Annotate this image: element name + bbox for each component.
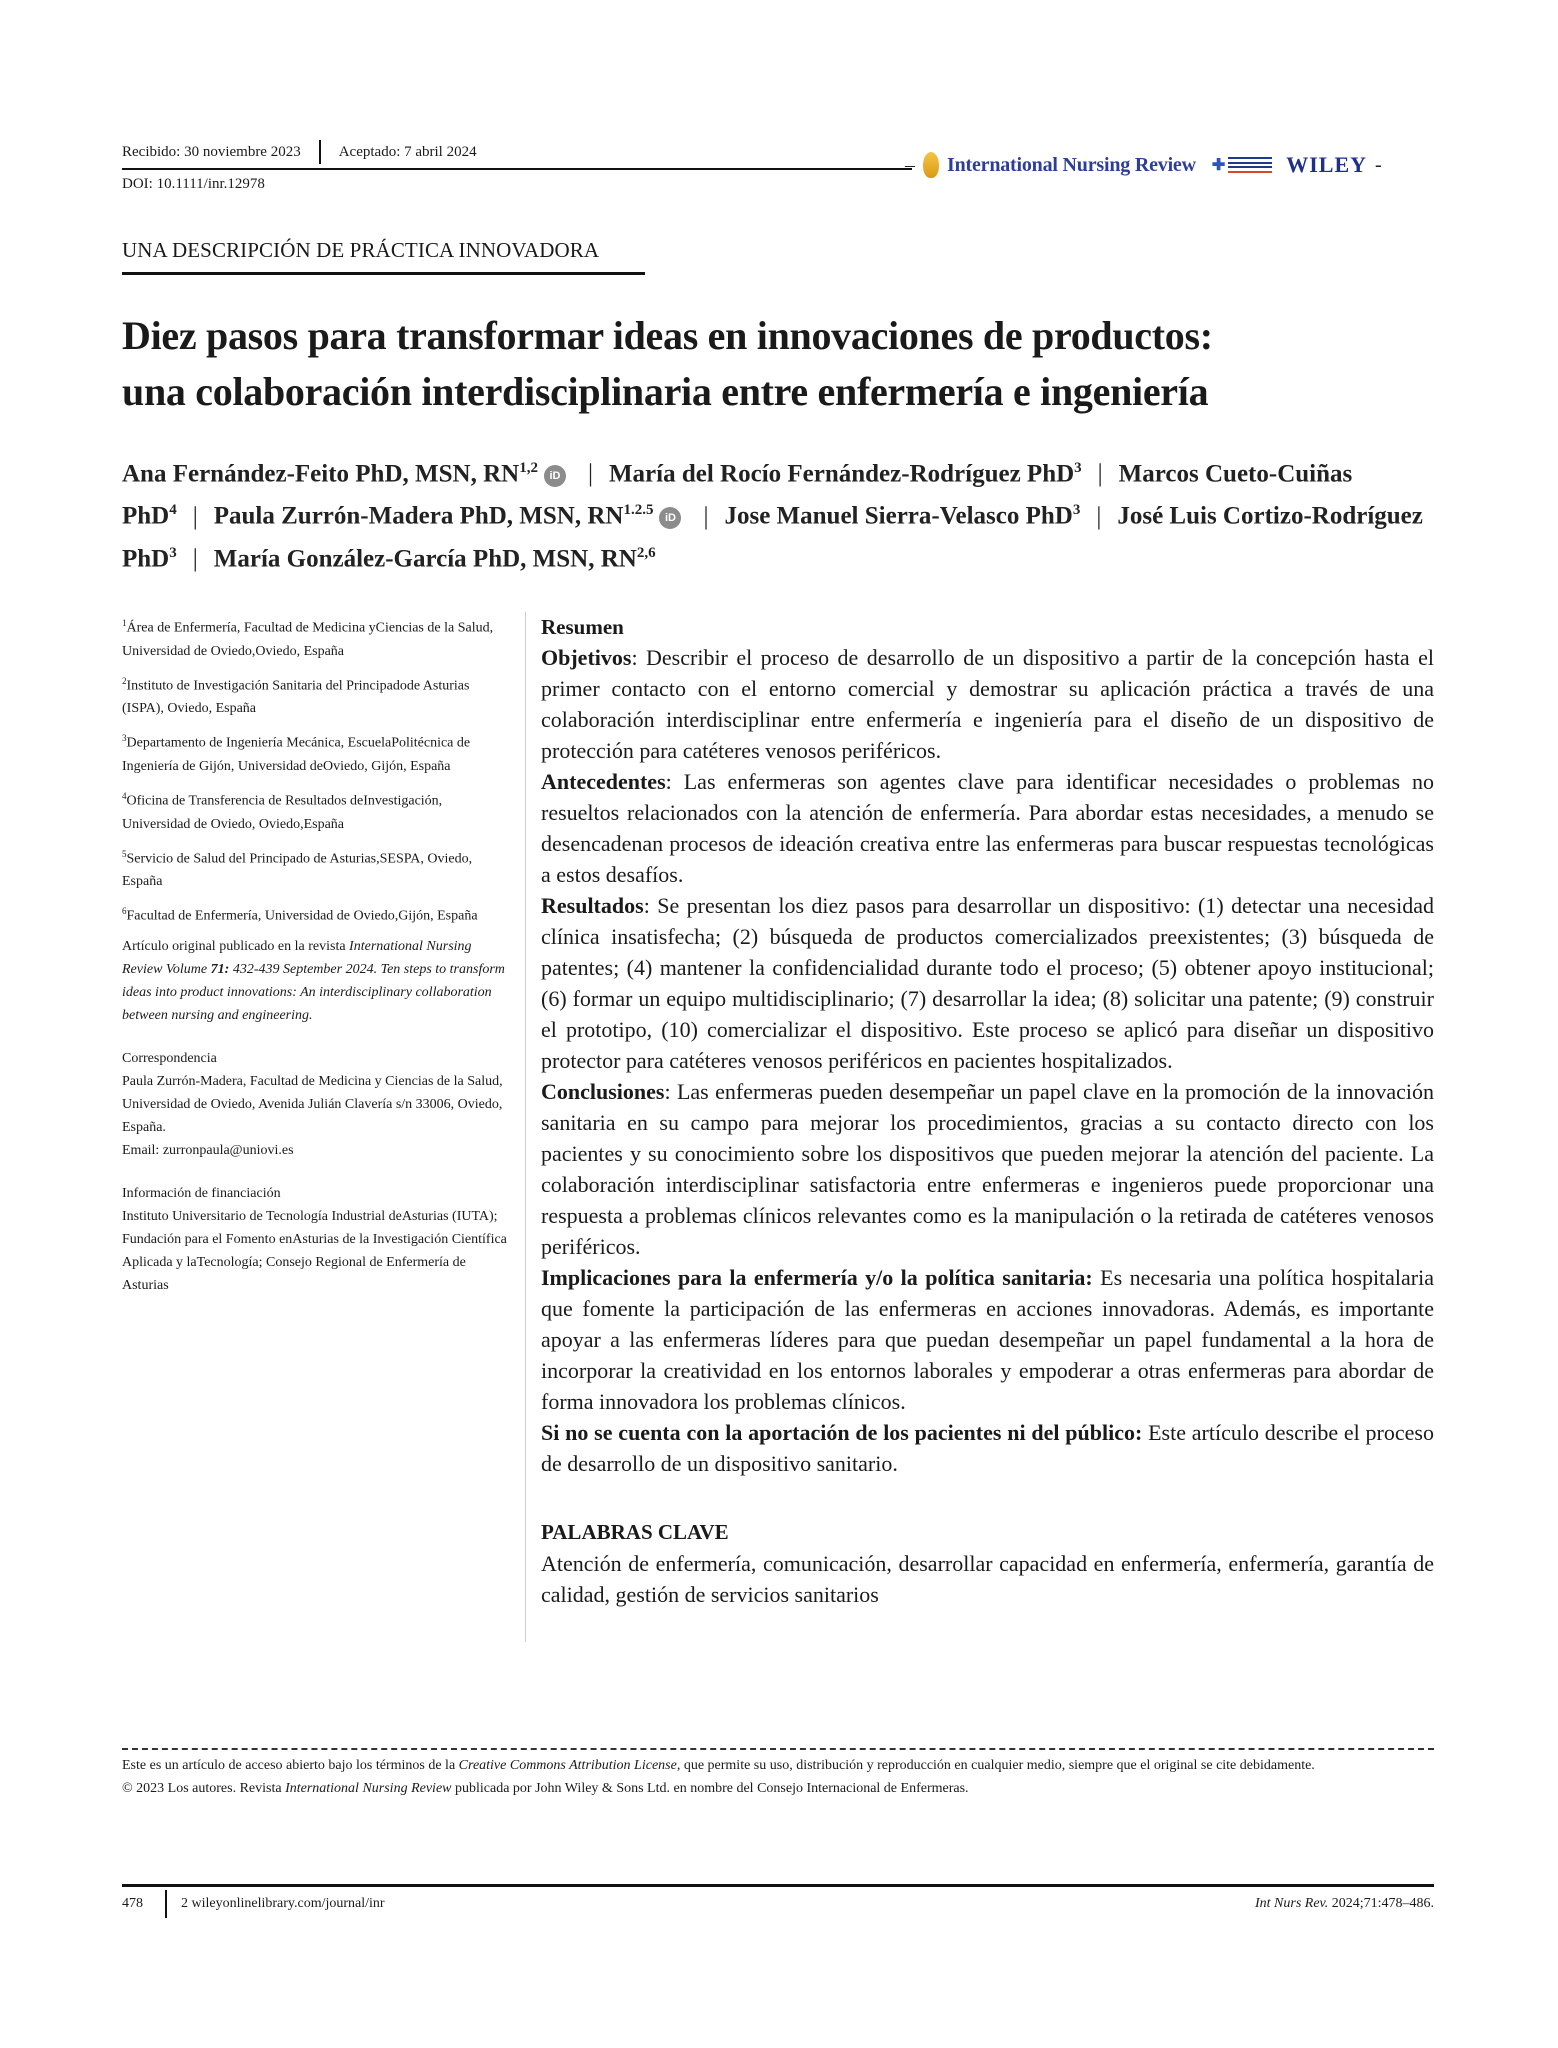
affiliation-marker: 1,2 xyxy=(519,460,538,476)
affiliation: $^5$Servicio de Salud del Principado de Asturias,SESPA, Oviedo, España xyxy=(122,848,473,890)
keywords-title: PALABRAS CLAVE xyxy=(541,1520,729,1544)
icn-logo-icon xyxy=(1212,155,1272,175)
orcid-icon[interactable]: iD xyxy=(544,465,566,487)
affiliation: $^1$Área de Enfermería, Facultad de Medicina yCiencias de la Salud, Universidad de Oviedo,Oviedo, España xyxy=(122,618,494,659)
abstract-section-label: Antecedentes xyxy=(541,769,666,794)
affiliations xyxy=(122,612,512,928)
column-divider xyxy=(525,612,526,1642)
title-line-2: una colaboración interdisciplinaria entre enfermería e ingeniería xyxy=(122,369,1209,414)
title-line-1: Diez pasos para transformar ideas en innovaciones de productos: xyxy=(122,313,1213,358)
abstract-section-label: Resultados xyxy=(541,893,644,918)
author-name[interactable]: Paula Zurrón-Madera PhD, MSN, RN xyxy=(213,502,624,530)
divider xyxy=(319,140,321,164)
sidebar-info xyxy=(122,612,512,1297)
abstract-section: Conclusiones: Las enfermeras pueden desempeñar un papel clave en la promoción de la innovación sanitaria en su campo para mejorar los procedimientos, gracias a su contacto directo con los pacientes y su conocimiento sobre los dispositivos que pueden mejorar la atención del paciente. La colaboración interdisciplinar satisfactoria entre enfermeras e ingenieros puede proporcionar una respuesta a problemas clínicos relevantes como es la manipulación o la retirada de catéteres venosos periféricos. xyxy=(541,1079,1434,1259)
abstract-section-label: Implicaciones para la enfermería y/o la política sanitaria: xyxy=(541,1265,1093,1290)
author-name[interactable]: Ana Fernández-Feito PhD, MSN, RN xyxy=(122,460,520,488)
correspondence-email[interactable]: Email: zurronpaula@uniovi.es xyxy=(122,1142,294,1158)
abstract-heading: Resumen xyxy=(541,615,624,639)
author-separator: | xyxy=(587,460,593,488)
dash: - xyxy=(1375,153,1382,176)
journal-brand xyxy=(905,148,1382,182)
orcid-icon[interactable]: iD xyxy=(659,507,681,529)
correspondence-text: Paula Zurrón-Madera, Facultad de Medicina y Ciencias de la Salud, Universidad de Oviedo, Avenida Julián Clavería s/n 33006, Oviedo, España. xyxy=(122,1073,503,1135)
accepted-date: Aceptado: 7 abril 2024 xyxy=(338,143,477,160)
abstract-section: Antecedentes: Las enfermeras son agentes clave para identificar necesidades o problemas no resueltos relacionados con la atención de enfermería. Para abordar estas necesidades, a menudo se desencadenan procesos de ideación creativa entre las enfermeras para buscar respuestas tecnológicas a estos desafíos. xyxy=(541,769,1434,887)
flame-logo-icon xyxy=(923,152,939,178)
author-separator: | xyxy=(192,502,198,530)
author-separator: | xyxy=(703,502,709,530)
abstract-sections xyxy=(541,642,1434,1479)
header-rule xyxy=(122,168,912,170)
author-name[interactable]: María del Rocío Fernández-Rodríguez PhD xyxy=(608,460,1075,488)
abstract-section: Si no se cuenta con la aportación de los pacientes ni del público: Este artículo describe el proceso de desarrollo de un dispositivo sanitario. xyxy=(541,1420,1434,1476)
affiliation: $^2$Instituto de Investigación Sanitaria del Principadode Asturias (ISPA), Oviedo, España xyxy=(122,675,470,717)
affiliation-marker: 4 xyxy=(169,502,177,519)
section-rule xyxy=(122,272,645,275)
affiliation-marker: 2,6 xyxy=(636,544,656,561)
author-separator: | xyxy=(192,544,198,572)
affiliation-marker: 3 xyxy=(1072,502,1081,519)
abstract-section-label: Objetivos xyxy=(541,645,632,670)
funding-text: Instituto Universitario de Tecnología Industrial deAsturias (IUTA); Fundación para el Fomento enAsturias de la Investigación Científica Aplicada y laTecnología; Consejo Regional de Enfermería de Asturias xyxy=(122,1208,507,1293)
footer-rule xyxy=(122,1884,1434,1887)
section-label: UNA DESCRIPCIÓN DE PRÁCTICA INNOVADORA xyxy=(122,238,600,262)
affiliation-marker: 1.2.5 xyxy=(623,502,654,519)
keywords-text: Atención de enfermería, comunicación, desarrollar capacidad en enfermería, enfermería, garantía de calidad, gestión de servicios sanitarios xyxy=(541,1551,1434,1607)
page-footer xyxy=(122,1890,1434,1918)
affiliation-marker: 3 xyxy=(169,544,177,561)
dash: – xyxy=(905,153,915,176)
cc-license-link[interactable]: Creative Commons Attribution License xyxy=(458,1758,677,1773)
author-separator: | xyxy=(1096,502,1102,530)
affiliation: $^4$Oficina de Transferencia de Resultados deInvestigación, Universidad de Oviedo, Oviedo,España xyxy=(122,790,443,832)
original-publication-note: Artículo original publicado en la revista International Nursing Review Volume 71: 432-439 September 2024. Ten steps to transform ideas into product innovations: An interdisciplinary collaboration between nursing and engineering. xyxy=(122,938,505,1023)
page-number: 478 xyxy=(122,1896,143,1911)
author-name[interactable]: Jose Manuel Sierra-Velasco PhD xyxy=(724,502,1073,530)
author-name[interactable]: María González-García PhD, MSN, RN xyxy=(213,544,637,572)
journal-url[interactable]: 2 wileyonlinelibrary.com/journal/inr xyxy=(181,1896,385,1911)
article-dates xyxy=(122,140,477,164)
received-date: Recibido: 30 noviembre 2023 xyxy=(122,143,301,160)
affiliation-marker: 3 xyxy=(1074,460,1082,476)
author-name[interactable]: José Luis Cortizo-Rodríguez PhD xyxy=(122,502,1423,572)
journal-name: International Nursing Review xyxy=(947,153,1196,176)
license-line-1: Este es un artículo de acceso abierto bajo los términos de la Creative Commons Attribution License, que permite su uso, distribución y reproducción en cualquier medio, siempre que el original se cite debidamente. xyxy=(122,1758,1315,1773)
abstract-section: Implicaciones para la enfermería y/o la política sanitaria: Es necesaria una política hospitalaria que fomente la participación de las enfermeras en acciones innovadoras. Además, es importante apoyar a las enfermeras líderes para que puedan desempeñar un papel fundamental a la hora de incorporar la creatividad en los entornos laborales y empoderar a otras enfermeras para abordar de forma innovadora los problemas clínicos. xyxy=(541,1265,1435,1414)
abstract-section: Resultados: Se presentan los diez pasos para desarrollar un dispositivo: (1) detectar una necesidad clínica insatisfecha; (2) búsqueda de productos comercializados preexistentes; (3) búsqueda de patentes; (4) mantener la confidencialidad durante todo el proceso; (5) obtener apoyo institucional; (6) formar un equipo multidisciplinario; (7) desarrollar la idea; (8) solicitar una patente; (9) construir el prototipo, (10) comercializar el dispositivo. Este proceso se aplicó para diseñar un dispositivo protector para catéteres venosos periféricos en pacientes hospitalizados. xyxy=(541,893,1434,1073)
correspondence-title: Correspondencia xyxy=(122,1050,217,1066)
author-separator: | xyxy=(1097,460,1103,488)
license-notice xyxy=(122,1754,1434,1800)
affiliation: $^6$Facultad de Enfermería, Universidad de Oviedo,Gijón, España xyxy=(122,906,478,924)
license-divider xyxy=(122,1748,1434,1750)
license-line-2: © 2023 Los autores. Revista International Nursing Review publicada por John Wiley & Sons Ltd. en nombre del Consejo Internacional de Enfermeras. xyxy=(122,1781,969,1796)
article-title xyxy=(122,308,1462,420)
author-list xyxy=(122,450,1442,577)
abstract xyxy=(541,612,1434,1610)
affiliation: $^3$Departamento de Ingeniería Mecánica, EscuelaPolitécnica de Ingeniería de Gijón, Universidad deOviedo, Gijón, España xyxy=(122,733,471,774)
abstract-section: Objetivos: Describir el proceso de desarrollo de un dispositivo a partir de la concepción hasta el primer contacto con el entorno comercial y demostrar su aplicación práctica a través de una colaboración interdisciplinar entre enfermería e ingeniería para el diseño de un dispositivo de protección para catéteres venosos periféricos. xyxy=(541,645,1434,763)
abstract-section-label: Si no se cuenta con la aportación de los pacientes ni del público: xyxy=(541,1420,1143,1445)
divider xyxy=(165,1890,167,1918)
abstract-section-label: Conclusiones xyxy=(541,1079,665,1104)
author-name[interactable]: Marcos Cueto-Cuiñas PhD xyxy=(122,460,1353,530)
doi[interactable]: DOI: 10.1111/inr.12978 xyxy=(122,176,265,192)
citation: Int Nurs Rev. 2024;71:478–486. xyxy=(1254,1896,1434,1911)
publisher-logo: WILEY xyxy=(1286,152,1368,177)
funding-title: Información de financiación xyxy=(122,1185,281,1201)
cross-icon: ✚ xyxy=(1211,157,1226,174)
